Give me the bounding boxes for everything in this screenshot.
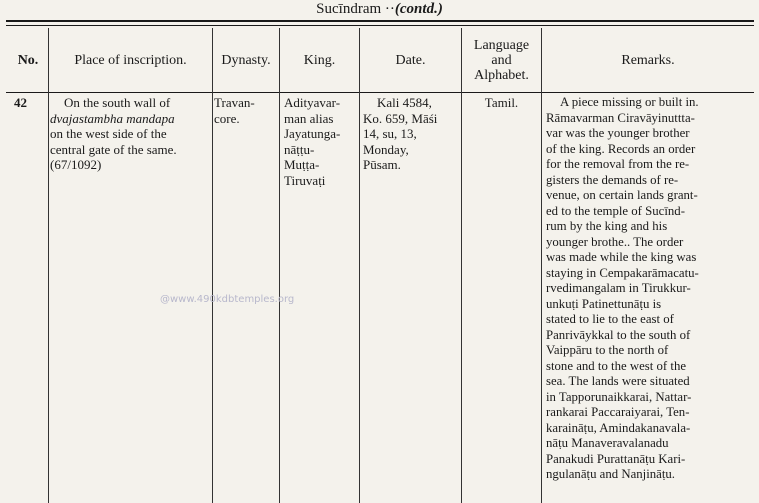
title-contd: (contd.) — [394, 1, 443, 17]
header-language-line: and — [491, 52, 512, 68]
remarks-cell — [546, 95, 752, 483]
col-divider-1 — [48, 28, 49, 503]
remarks-line: rvedimangalam in Tirukkur- — [546, 281, 691, 295]
date-line: 14, su, 13, — [363, 126, 417, 141]
remarks-line: in Tapporunaikkarai, Nattar- — [546, 389, 692, 404]
remarks-line: nāṭu Manaveravalanadu — [546, 436, 669, 450]
header-bottom-rule — [6, 92, 754, 93]
date-cell — [363, 95, 461, 173]
king-line: nāṭṭu- — [284, 141, 315, 157]
remarks-line: rum by the king and his — [546, 219, 668, 233]
page-title: Sucīndram ··(contd.) — [316, 1, 443, 17]
date-line: Kali 4584, — [377, 95, 432, 110]
remarks-line: ed to the temple of Sucīnd- — [546, 203, 685, 218]
remarks-line: Vaippāru to the north of — [546, 343, 669, 357]
king-line: Jayatunga- — [284, 126, 341, 141]
king-line: man alias — [284, 110, 334, 126]
place-of-inscription — [50, 95, 212, 173]
header-place: Place of inscription. — [74, 52, 187, 68]
remarks-line: Panrivāykkal to the south of — [546, 327, 691, 342]
dynasty-cell — [214, 95, 278, 126]
header-king: King. — [303, 52, 336, 68]
watermark: @www.490kdbtemples.org — [160, 294, 295, 305]
remarks-line: karaināṭu, Amindakanavala- — [546, 420, 691, 435]
remarks-line: stated to lie to the east of — [546, 312, 674, 326]
place-line: On the south wall of — [64, 95, 171, 110]
remarks-line: staying in Cempakarāmacatu- — [546, 265, 699, 280]
language-cell: Tamil. — [484, 95, 519, 110]
remarks-line: stone and to the west of the — [546, 358, 687, 373]
place-line: central gate of the same. — [50, 141, 177, 157]
remarks-line: gisters the demands of re- — [546, 172, 679, 187]
remarks-line: for the removal from the re- — [546, 157, 690, 171]
king-cell — [284, 95, 358, 188]
remarks-line: A piece missing or built in. — [560, 95, 699, 109]
king-line: Adityavar- — [284, 95, 341, 110]
title-main: Sucīndram — [316, 1, 382, 17]
remarks-line: var was the younger brother — [546, 126, 690, 140]
col-divider-4 — [359, 28, 360, 503]
king-line: Tiruvaṭi — [284, 172, 326, 188]
remarks-line: venue, on certain lands grant- — [546, 188, 698, 202]
remarks-line: rankarai Paccaraiyarai, Ten- — [546, 405, 690, 419]
remarks-line: Panakudi Purattanāṭu Kari- — [546, 451, 686, 466]
dynasty-line: core. — [214, 110, 240, 126]
remarks-line: Rāmavarman Ciravāyinuttta- — [546, 110, 695, 125]
remarks-line: unkuṭi Patinettunāṭu is — [546, 296, 662, 311]
remarks-line: of the king. Records an order — [546, 141, 696, 156]
date-line: Monday, — [363, 141, 409, 157]
place-line: on the west side of the — [50, 126, 167, 141]
col-divider-6 — [541, 28, 542, 503]
header-language-line: Language — [473, 37, 530, 53]
place-line: (67/1092) — [50, 157, 102, 172]
top-rule-thick — [6, 20, 754, 22]
header-date: Date. — [395, 52, 426, 68]
row-number: 42 — [14, 95, 27, 110]
remarks-line: sea. The lands were situated — [546, 374, 690, 388]
date-line: Ko. 659, Māśi — [363, 110, 438, 126]
header-remarks: Remarks. — [621, 52, 675, 68]
king-line: Muṭṭa- — [284, 157, 320, 172]
header-language-line: Alphabet. — [474, 67, 529, 83]
place-line: dvajastambha mandapa — [50, 110, 175, 126]
col-divider-3 — [279, 28, 280, 503]
remarks-line: younger brothe.. The order — [546, 234, 684, 249]
header-dynasty: Dynasty. — [221, 52, 271, 68]
remarks-line: ngulanāṭu and Nanjināṭu. — [546, 467, 675, 481]
header-no: No. — [17, 52, 39, 68]
dynasty-line: Travan- — [214, 95, 255, 110]
col-divider-2 — [212, 28, 213, 503]
top-rule-thin — [6, 25, 754, 26]
header-language — [462, 28, 541, 92]
remarks-line: was made while the king was — [546, 250, 697, 264]
date-line: Pūsam. — [363, 157, 401, 172]
